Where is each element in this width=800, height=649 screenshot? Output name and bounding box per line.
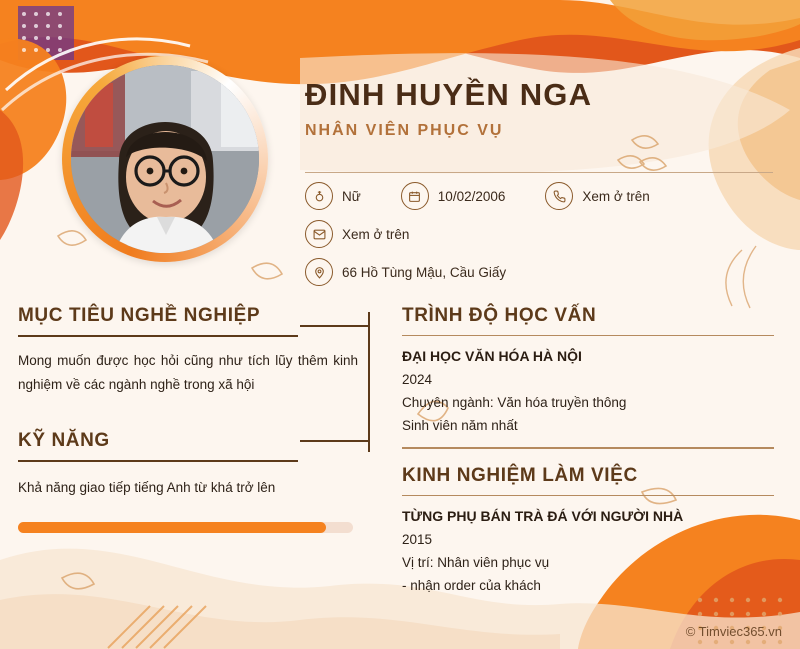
section-title-objective: MỤC TIÊU NGHỀ NGHIỆP [18, 305, 261, 326]
section-objective [18, 305, 358, 396]
calendar-icon [401, 182, 429, 210]
education-status: Sinh viên năm nhất [402, 418, 518, 434]
avatar [71, 65, 259, 253]
contact-value-phone: Xem ở trên [582, 188, 650, 204]
experience-company: TỪNG PHỤ BÁN TRÀ ĐÁ VỚI NGƯỜI NHÀ [402, 508, 684, 525]
contact-item-email [305, 220, 409, 248]
contact-value-birthday: 10/02/2006 [437, 188, 506, 204]
gender-icon [305, 182, 333, 210]
skill-label: Khả năng giao tiếp tiếng Anh từ khá trở lên [18, 480, 276, 496]
column-divider [368, 312, 370, 452]
header-divider [305, 172, 773, 173]
avatar-ring [62, 56, 268, 262]
section-rule [402, 335, 774, 336]
contact-row [305, 182, 775, 210]
contact-value-gender: Nữ [342, 188, 361, 204]
objective-text: Mong muốn được học hỏi cũng như tích lũy thêm kinh nghiệm về các ngành nghề trong xã hội [18, 353, 358, 392]
cv-header [0, 0, 800, 300]
section-rule [18, 460, 298, 462]
section-title-education: TRÌNH ĐỘ HỌC VẤN [402, 305, 597, 326]
section-education [402, 305, 774, 433]
skill-bar-fill [18, 522, 326, 533]
contact-item-address [305, 258, 506, 286]
left-column [18, 305, 358, 533]
experience-detail: - nhận order của khách [402, 578, 541, 594]
contact-value-email: Xem ở trên [342, 226, 410, 242]
contact-item-birthday [401, 182, 506, 210]
education-major: Chuyên ngành: Văn hóa truyền thông [402, 395, 627, 411]
section-skills [18, 430, 358, 533]
email-icon [305, 220, 333, 248]
contact-row [305, 258, 775, 286]
phone-icon [545, 182, 573, 210]
job-title: NHÂN VIÊN PHỤC VỤ [305, 122, 504, 140]
contact-block [305, 182, 775, 296]
right-column [402, 305, 774, 601]
skill-bar-track [18, 522, 353, 533]
section-title-skills: KỸ NĂNG [18, 430, 110, 452]
avatar-image [71, 65, 259, 253]
contact-item-phone [545, 182, 649, 210]
contact-value-address: 66 Hồ Tùng Mậu, Cầu Giấy [342, 264, 507, 280]
contact-row [305, 220, 775, 248]
location-icon [305, 258, 333, 286]
page-title: ĐINH HUYỀN NGA [305, 77, 593, 112]
education-year: 2024 [402, 372, 433, 388]
section-separator [402, 447, 774, 448]
section-rule [18, 335, 298, 337]
section-experience [402, 465, 774, 593]
section-title-experience: KINH NGHIỆM LÀM VIỆC [402, 464, 638, 486]
education-school: ĐẠI HỌC VĂN HÓA HÀ NỘI [402, 348, 582, 365]
section-rule [402, 495, 774, 496]
experience-position: Vị trí: Nhân viên phục vụ [402, 555, 550, 571]
watermark: © Timviec365.vn [685, 624, 782, 639]
experience-year: 2015 [402, 532, 433, 548]
name-block [305, 78, 775, 140]
contact-item-gender [305, 182, 361, 210]
